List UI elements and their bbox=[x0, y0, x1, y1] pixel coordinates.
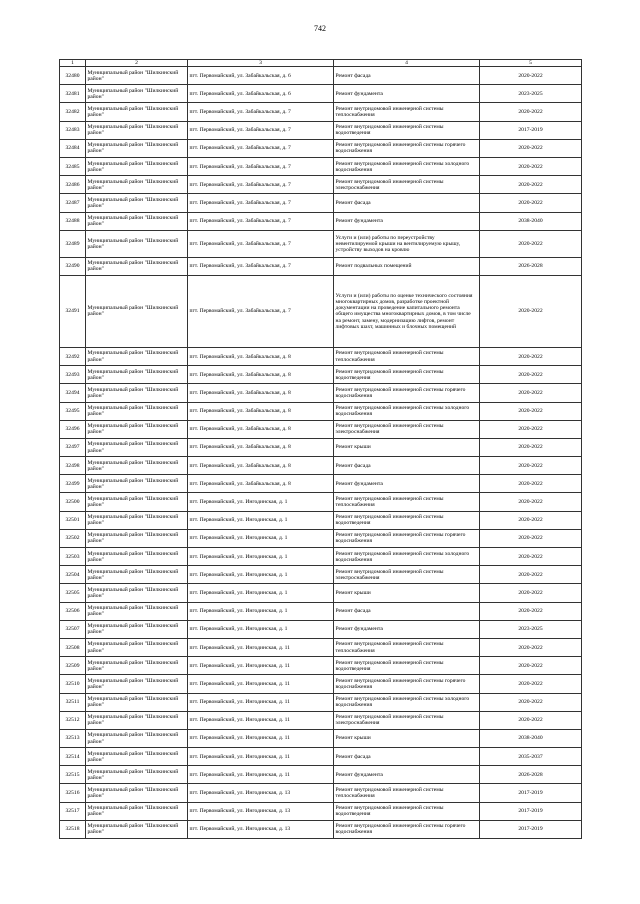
row-number-cell: 32502 bbox=[60, 529, 86, 547]
work-type-cell: Ремонт внутридомовой инженерной системы холодного водоснабжения bbox=[334, 158, 480, 176]
period-cell: 2020-2022 bbox=[480, 347, 582, 365]
address-cell: пгт. Первомайский, ул. Забайкальская, д. 8 bbox=[188, 402, 334, 420]
row-number-cell: 32516 bbox=[60, 784, 86, 802]
table-row bbox=[60, 620, 582, 638]
district-cell: Муниципальный район "Шилкинский район" bbox=[86, 384, 188, 402]
table-row bbox=[60, 257, 582, 275]
district-cell: Муниципальный район "Шилкинский район" bbox=[86, 103, 188, 121]
period-cell: 2020-2022 bbox=[480, 158, 582, 176]
district-cell: Муниципальный район "Шилкинский район" bbox=[86, 548, 188, 566]
period-cell: 2020-2022 bbox=[480, 103, 582, 121]
period-cell: 2020-2022 bbox=[480, 529, 582, 547]
address-cell: пгт. Первомайский, ул. Забайкальская, д. 7 bbox=[188, 275, 334, 347]
row-number-cell: 32497 bbox=[60, 438, 86, 456]
table-row bbox=[60, 711, 582, 729]
work-type-cell: Ремонт крыши bbox=[334, 729, 480, 747]
row-number-cell: 32483 bbox=[60, 121, 86, 139]
work-type-cell: Ремонт фасада bbox=[334, 67, 480, 85]
row-number-cell: 32491 bbox=[60, 275, 86, 347]
period-cell: 2020-2022 bbox=[480, 548, 582, 566]
work-type-cell: Ремонт внутридомовой инженерной системы электроснабжения bbox=[334, 711, 480, 729]
table-row bbox=[60, 657, 582, 675]
row-number-cell: 32501 bbox=[60, 511, 86, 529]
address-cell: пгт. Первомайский, ул. Ингодинская, д. 1 bbox=[188, 620, 334, 638]
district-cell: Муниципальный район "Шилкинский район" bbox=[86, 766, 188, 784]
address-cell: пгт. Первомайский, ул. Ингодинская, д. 1 bbox=[188, 602, 334, 620]
work-type-cell: Услуги и (или) работы по переустройству невентилируемой крыши на вентилируемую крышу, устройству выходов на кровлю bbox=[334, 230, 480, 257]
period-cell: 2020-2022 bbox=[480, 675, 582, 693]
table-row bbox=[60, 802, 582, 820]
address-cell: пгт. Первомайский, ул. Забайкальская, д. 7 bbox=[188, 158, 334, 176]
address-cell: пгт. Первомайский, ул. Ингодинская, д. 1 bbox=[188, 548, 334, 566]
row-number-cell: 32489 bbox=[60, 230, 86, 257]
row-number-cell: 32498 bbox=[60, 457, 86, 475]
period-cell: 2020-2022 bbox=[480, 176, 582, 194]
work-type-cell: Ремонт внутридомовой инженерной системы горячего водоснабжения bbox=[334, 675, 480, 693]
address-cell: пгт. Первомайский, ул. Ингодинская, д. 1 bbox=[188, 584, 334, 602]
district-cell: Муниципальный район "Шилкинский район" bbox=[86, 711, 188, 729]
district-cell: Муниципальный район "Шилкинский район" bbox=[86, 657, 188, 675]
district-cell: Муниципальный район "Шилкинский район" bbox=[86, 620, 188, 638]
row-number-cell: 32508 bbox=[60, 638, 86, 656]
district-cell: Муниципальный район "Шилкинский район" bbox=[86, 693, 188, 711]
row-number-cell: 32512 bbox=[60, 711, 86, 729]
column-header-5: 5 bbox=[480, 60, 582, 67]
district-cell: Муниципальный район "Шилкинский район" bbox=[86, 493, 188, 511]
table-row bbox=[60, 103, 582, 121]
row-number-cell: 32495 bbox=[60, 402, 86, 420]
row-number-cell: 32493 bbox=[60, 366, 86, 384]
row-number-cell: 32510 bbox=[60, 675, 86, 693]
work-type-cell: Ремонт фасада bbox=[334, 602, 480, 620]
period-cell: 2017-2019 bbox=[480, 784, 582, 802]
district-cell: Муниципальный район "Шилкинский район" bbox=[86, 85, 188, 103]
address-cell: пгт. Первомайский, ул. Ингодинская, д. 13 bbox=[188, 820, 334, 838]
period-cell: 2020-2022 bbox=[480, 194, 582, 212]
period-cell: 2023-2025 bbox=[480, 85, 582, 103]
work-type-cell: Ремонт внутридомовой инженерной системы теплоснабжения bbox=[334, 493, 480, 511]
period-cell: 2020-2022 bbox=[480, 493, 582, 511]
work-type-cell: Ремонт внутридомовой инженерной системы электроснабжения bbox=[334, 176, 480, 194]
table-row bbox=[60, 212, 582, 230]
work-type-cell: Ремонт подвальных помещений bbox=[334, 257, 480, 275]
district-cell: Муниципальный район "Шилкинский район" bbox=[86, 729, 188, 747]
work-type-cell: Ремонт внутридомовой инженерной системы водоотведения bbox=[334, 657, 480, 675]
period-cell: 2020-2022 bbox=[480, 438, 582, 456]
district-cell: Муниципальный район "Шилкинский район" bbox=[86, 457, 188, 475]
table-row bbox=[60, 158, 582, 176]
table-row bbox=[60, 766, 582, 784]
work-type-cell: Ремонт фундамента bbox=[334, 475, 480, 493]
work-type-cell: Ремонт внутридомовой инженерной системы водоотведения bbox=[334, 121, 480, 139]
row-number-cell: 32480 bbox=[60, 67, 86, 85]
address-cell: пгт. Первомайский, ул. Ингодинская, д. 11 bbox=[188, 638, 334, 656]
address-cell: пгт. Первомайский, ул. Ингодинская, д. 13 bbox=[188, 784, 334, 802]
work-type-cell: Ремонт внутридомовой инженерной системы теплоснабжения bbox=[334, 103, 480, 121]
row-number-cell: 32499 bbox=[60, 475, 86, 493]
row-number-cell: 32505 bbox=[60, 584, 86, 602]
table-row bbox=[60, 693, 582, 711]
period-cell: 2020-2022 bbox=[480, 657, 582, 675]
period-cell: 2038-2040 bbox=[480, 729, 582, 747]
address-cell: пгт. Первомайский, ул. Забайкальская, д. 8 bbox=[188, 347, 334, 365]
district-cell: Муниципальный район "Шилкинский район" bbox=[86, 194, 188, 212]
address-cell: пгт. Первомайский, ул. Забайкальская, д. 6 bbox=[188, 67, 334, 85]
district-cell: Муниципальный район "Шилкинский район" bbox=[86, 784, 188, 802]
period-cell: 2020-2022 bbox=[480, 457, 582, 475]
district-cell: Муниципальный район "Шилкинский район" bbox=[86, 176, 188, 194]
work-type-cell: Услуги и (или) работы по оценке технического состояния многоквартирных домов, разработке проектной документации на проведение капитального ремонта общего имущества многоквартирных домов, в том числе на ремонт, замену, модернизацию лифтов, ремонт лифтовых шахт, машинных и блочных помещений bbox=[334, 275, 480, 347]
address-cell: пгт. Первомайский, ул. Забайкальская, д. 8 bbox=[188, 457, 334, 475]
table-row bbox=[60, 511, 582, 529]
row-number-cell: 32504 bbox=[60, 566, 86, 584]
column-header-1: 1 bbox=[60, 60, 86, 67]
column-header-3: 3 bbox=[188, 60, 334, 67]
row-number-cell: 32511 bbox=[60, 693, 86, 711]
address-cell: пгт. Первомайский, ул. Забайкальская, д. 7 bbox=[188, 212, 334, 230]
district-cell: Муниципальный район "Шилкинский район" bbox=[86, 438, 188, 456]
row-number-cell: 32486 bbox=[60, 176, 86, 194]
table-row bbox=[60, 139, 582, 157]
row-number-cell: 32518 bbox=[60, 820, 86, 838]
address-cell: пгт. Первомайский, ул. Забайкальская, д. 8 bbox=[188, 384, 334, 402]
period-cell: 2020-2022 bbox=[480, 230, 582, 257]
table-row bbox=[60, 529, 582, 547]
row-number-cell: 32517 bbox=[60, 802, 86, 820]
period-cell: 2017-2019 bbox=[480, 802, 582, 820]
period-cell: 2020-2022 bbox=[480, 420, 582, 438]
address-cell: пгт. Первомайский, ул. Забайкальская, д. 8 bbox=[188, 366, 334, 384]
work-type-cell: Ремонт внутридомовой инженерной системы холодного водоснабжения bbox=[334, 402, 480, 420]
period-cell: 2017-2019 bbox=[480, 820, 582, 838]
period-cell: 2026-2028 bbox=[480, 766, 582, 784]
period-cell: 2020-2022 bbox=[480, 275, 582, 347]
row-number-cell: 32513 bbox=[60, 729, 86, 747]
work-type-cell: Ремонт внутридомовой инженерной системы водоотведения bbox=[334, 802, 480, 820]
district-cell: Муниципальный район "Шилкинский район" bbox=[86, 638, 188, 656]
address-cell: пгт. Первомайский, ул. Забайкальская, д. 7 bbox=[188, 103, 334, 121]
table-row bbox=[60, 548, 582, 566]
period-cell: 2020-2022 bbox=[480, 711, 582, 729]
table-row bbox=[60, 748, 582, 766]
row-number-cell: 32487 bbox=[60, 194, 86, 212]
address-cell: пгт. Первомайский, ул. Забайкальская, д. 7 bbox=[188, 139, 334, 157]
table-row bbox=[60, 194, 582, 212]
table-row bbox=[60, 566, 582, 584]
period-cell: 2020-2022 bbox=[480, 693, 582, 711]
column-header-2: 2 bbox=[86, 60, 188, 67]
period-cell: 2017-2019 bbox=[480, 121, 582, 139]
period-cell: 2020-2022 bbox=[480, 584, 582, 602]
table-row bbox=[60, 820, 582, 838]
table-row bbox=[60, 784, 582, 802]
period-cell: 2020-2022 bbox=[480, 67, 582, 85]
table-row bbox=[60, 121, 582, 139]
period-cell: 2020-2022 bbox=[480, 638, 582, 656]
table-row bbox=[60, 638, 582, 656]
work-type-cell: Ремонт крыши bbox=[334, 584, 480, 602]
work-type-cell: Ремонт внутридомовой инженерной системы водоотведения bbox=[334, 366, 480, 384]
address-cell: пгт. Первомайский, ул. Ингодинская, д. 1 bbox=[188, 511, 334, 529]
work-type-cell: Ремонт крыши bbox=[334, 438, 480, 456]
table-row bbox=[60, 85, 582, 103]
registry-table bbox=[59, 59, 582, 839]
address-cell: пгт. Первомайский, ул. Ингодинская, д. 11 bbox=[188, 729, 334, 747]
address-cell: пгт. Первомайский, ул. Забайкальская, д. 7 bbox=[188, 194, 334, 212]
work-type-cell: Ремонт внутридомовой инженерной системы горячего водоснабжения bbox=[334, 139, 480, 157]
address-cell: пгт. Первомайский, ул. Забайкальская, д. 6 bbox=[188, 85, 334, 103]
period-cell: 2026-2028 bbox=[480, 257, 582, 275]
district-cell: Муниципальный район "Шилкинский район" bbox=[86, 475, 188, 493]
period-cell: 2020-2022 bbox=[480, 566, 582, 584]
table-row bbox=[60, 402, 582, 420]
work-type-cell: Ремонт фундамента bbox=[334, 620, 480, 638]
period-cell: 2020-2022 bbox=[480, 384, 582, 402]
table-row bbox=[60, 493, 582, 511]
row-number-cell: 32515 bbox=[60, 766, 86, 784]
period-cell: 2038-2040 bbox=[480, 212, 582, 230]
work-type-cell: Ремонт фасада bbox=[334, 194, 480, 212]
district-cell: Муниципальный район "Шилкинский район" bbox=[86, 366, 188, 384]
table-row bbox=[60, 675, 582, 693]
table-row bbox=[60, 420, 582, 438]
table-row bbox=[60, 729, 582, 747]
table-row bbox=[60, 384, 582, 402]
row-number-cell: 32485 bbox=[60, 158, 86, 176]
table-row bbox=[60, 457, 582, 475]
district-cell: Муниципальный район "Шилкинский район" bbox=[86, 275, 188, 347]
row-number-cell: 32507 bbox=[60, 620, 86, 638]
row-number-cell: 32496 bbox=[60, 420, 86, 438]
district-cell: Муниципальный район "Шилкинский район" bbox=[86, 158, 188, 176]
address-cell: пгт. Первомайский, ул. Ингодинская, д. 11 bbox=[188, 711, 334, 729]
row-number-cell: 32481 bbox=[60, 85, 86, 103]
period-cell: 2020-2022 bbox=[480, 402, 582, 420]
address-cell: пгт. Первомайский, ул. Забайкальская, д. 7 bbox=[188, 121, 334, 139]
district-cell: Муниципальный район "Шилкинский район" bbox=[86, 748, 188, 766]
row-number-cell: 32503 bbox=[60, 548, 86, 566]
address-cell: пгт. Первомайский, ул. Ингодинская, д. 11 bbox=[188, 657, 334, 675]
district-cell: Муниципальный район "Шилкинский район" bbox=[86, 820, 188, 838]
work-type-cell: Ремонт внутридомовой инженерной системы холодного водоснабжения bbox=[334, 693, 480, 711]
district-cell: Муниципальный район "Шилкинский район" bbox=[86, 602, 188, 620]
work-type-cell: Ремонт внутридомовой инженерной системы горячего водоснабжения bbox=[334, 820, 480, 838]
table-row bbox=[60, 230, 582, 257]
work-type-cell: Ремонт фасада bbox=[334, 748, 480, 766]
district-cell: Муниципальный район "Шилкинский район" bbox=[86, 67, 188, 85]
district-cell: Муниципальный район "Шилкинский район" bbox=[86, 121, 188, 139]
row-number-cell: 32490 bbox=[60, 257, 86, 275]
period-cell: 2020-2022 bbox=[480, 366, 582, 384]
table-row bbox=[60, 275, 582, 347]
period-cell: 2023-2025 bbox=[480, 620, 582, 638]
work-type-cell: Ремонт фундамента bbox=[334, 85, 480, 103]
table-body bbox=[60, 67, 582, 839]
table-row bbox=[60, 366, 582, 384]
work-type-cell: Ремонт внутридомовой инженерной системы холодного водоснабжения bbox=[334, 548, 480, 566]
work-type-cell: Ремонт фасада bbox=[334, 457, 480, 475]
district-cell: Муниципальный район "Шилкинский район" bbox=[86, 420, 188, 438]
period-cell: 2035-2037 bbox=[480, 748, 582, 766]
address-cell: пгт. Первомайский, ул. Забайкальская, д. 8 bbox=[188, 475, 334, 493]
district-cell: Муниципальный район "Шилкинский район" bbox=[86, 511, 188, 529]
work-type-cell: Ремонт внутридомовой инженерной системы теплоснабжения bbox=[334, 784, 480, 802]
address-cell: пгт. Первомайский, ул. Забайкальская, д. 8 bbox=[188, 438, 334, 456]
work-type-cell: Ремонт внутридомовой инженерной системы электроснабжения bbox=[334, 566, 480, 584]
work-type-cell: Ремонт фундамента bbox=[334, 212, 480, 230]
work-type-cell: Ремонт внутридомовой инженерной системы горячего водоснабжения bbox=[334, 384, 480, 402]
column-header-4: 4 bbox=[334, 60, 480, 67]
address-cell: пгт. Первомайский, ул. Ингодинская, д. 1 bbox=[188, 493, 334, 511]
period-cell: 2020-2022 bbox=[480, 475, 582, 493]
table-row bbox=[60, 602, 582, 620]
district-cell: Муниципальный район "Шилкинский район" bbox=[86, 402, 188, 420]
work-type-cell: Ремонт внутридомовой инженерной системы водоотведения bbox=[334, 511, 480, 529]
row-number-cell: 32484 bbox=[60, 139, 86, 157]
period-cell: 2020-2022 bbox=[480, 511, 582, 529]
address-cell: пгт. Первомайский, ул. Забайкальская, д. 8 bbox=[188, 420, 334, 438]
district-cell: Муниципальный район "Шилкинский район" bbox=[86, 230, 188, 257]
address-cell: пгт. Первомайский, ул. Ингодинская, д. 11 bbox=[188, 748, 334, 766]
work-type-cell: Ремонт внутридомовой инженерной системы теплоснабжения bbox=[334, 347, 480, 365]
address-cell: пгт. Первомайский, ул. Ингодинская, д. 11 bbox=[188, 675, 334, 693]
table-row bbox=[60, 176, 582, 194]
address-cell: пгт. Первомайский, ул. Забайкальская, д. 7 bbox=[188, 176, 334, 194]
row-number-cell: 32506 bbox=[60, 602, 86, 620]
row-number-cell: 32482 bbox=[60, 103, 86, 121]
row-number-cell: 32514 bbox=[60, 748, 86, 766]
table-row bbox=[60, 584, 582, 602]
work-type-cell: Ремонт внутридомовой инженерной системы горячего водоснабжения bbox=[334, 529, 480, 547]
work-type-cell: Ремонт фундамента bbox=[334, 766, 480, 784]
table-row bbox=[60, 347, 582, 365]
district-cell: Муниципальный район "Шилкинский район" bbox=[86, 212, 188, 230]
district-cell: Муниципальный район "Шилкинский район" bbox=[86, 802, 188, 820]
table-row bbox=[60, 438, 582, 456]
work-type-cell: Ремонт внутридомовой инженерной системы электроснабжения bbox=[334, 420, 480, 438]
district-cell: Муниципальный район "Шилкинский район" bbox=[86, 257, 188, 275]
address-cell: пгт. Первомайский, ул. Ингодинская, д. 13 bbox=[188, 802, 334, 820]
district-cell: Муниципальный район "Шилкинский район" bbox=[86, 529, 188, 547]
row-number-cell: 32500 bbox=[60, 493, 86, 511]
page-number: 742 bbox=[314, 24, 326, 33]
period-cell: 2020-2022 bbox=[480, 602, 582, 620]
district-cell: Муниципальный район "Шилкинский район" bbox=[86, 675, 188, 693]
work-type-cell: Ремонт внутридомовой инженерной системы теплоснабжения bbox=[334, 638, 480, 656]
district-cell: Муниципальный район "Шилкинский район" bbox=[86, 584, 188, 602]
address-cell: пгт. Первомайский, ул. Забайкальская, д. 7 bbox=[188, 257, 334, 275]
table-row bbox=[60, 67, 582, 85]
district-cell: Муниципальный район "Шилкинский район" bbox=[86, 139, 188, 157]
district-cell: Муниципальный район "Шилкинский район" bbox=[86, 347, 188, 365]
address-cell: пгт. Первомайский, ул. Ингодинская, д. 11 bbox=[188, 766, 334, 784]
address-cell: пгт. Первомайский, ул. Ингодинская, д. 11 bbox=[188, 693, 334, 711]
address-cell: пгт. Первомайский, ул. Ингодинская, д. 1 bbox=[188, 529, 334, 547]
address-cell: пгт. Первомайский, ул. Ингодинская, д. 1 bbox=[188, 566, 334, 584]
header-row bbox=[60, 60, 582, 67]
row-number-cell: 32494 bbox=[60, 384, 86, 402]
period-cell: 2020-2022 bbox=[480, 139, 582, 157]
table-row bbox=[60, 475, 582, 493]
district-cell: Муниципальный район "Шилкинский район" bbox=[86, 566, 188, 584]
row-number-cell: 32509 bbox=[60, 657, 86, 675]
address-cell: пгт. Первомайский, ул. Забайкальская, д. 7 bbox=[188, 230, 334, 257]
row-number-cell: 32488 bbox=[60, 212, 86, 230]
row-number-cell: 32492 bbox=[60, 347, 86, 365]
